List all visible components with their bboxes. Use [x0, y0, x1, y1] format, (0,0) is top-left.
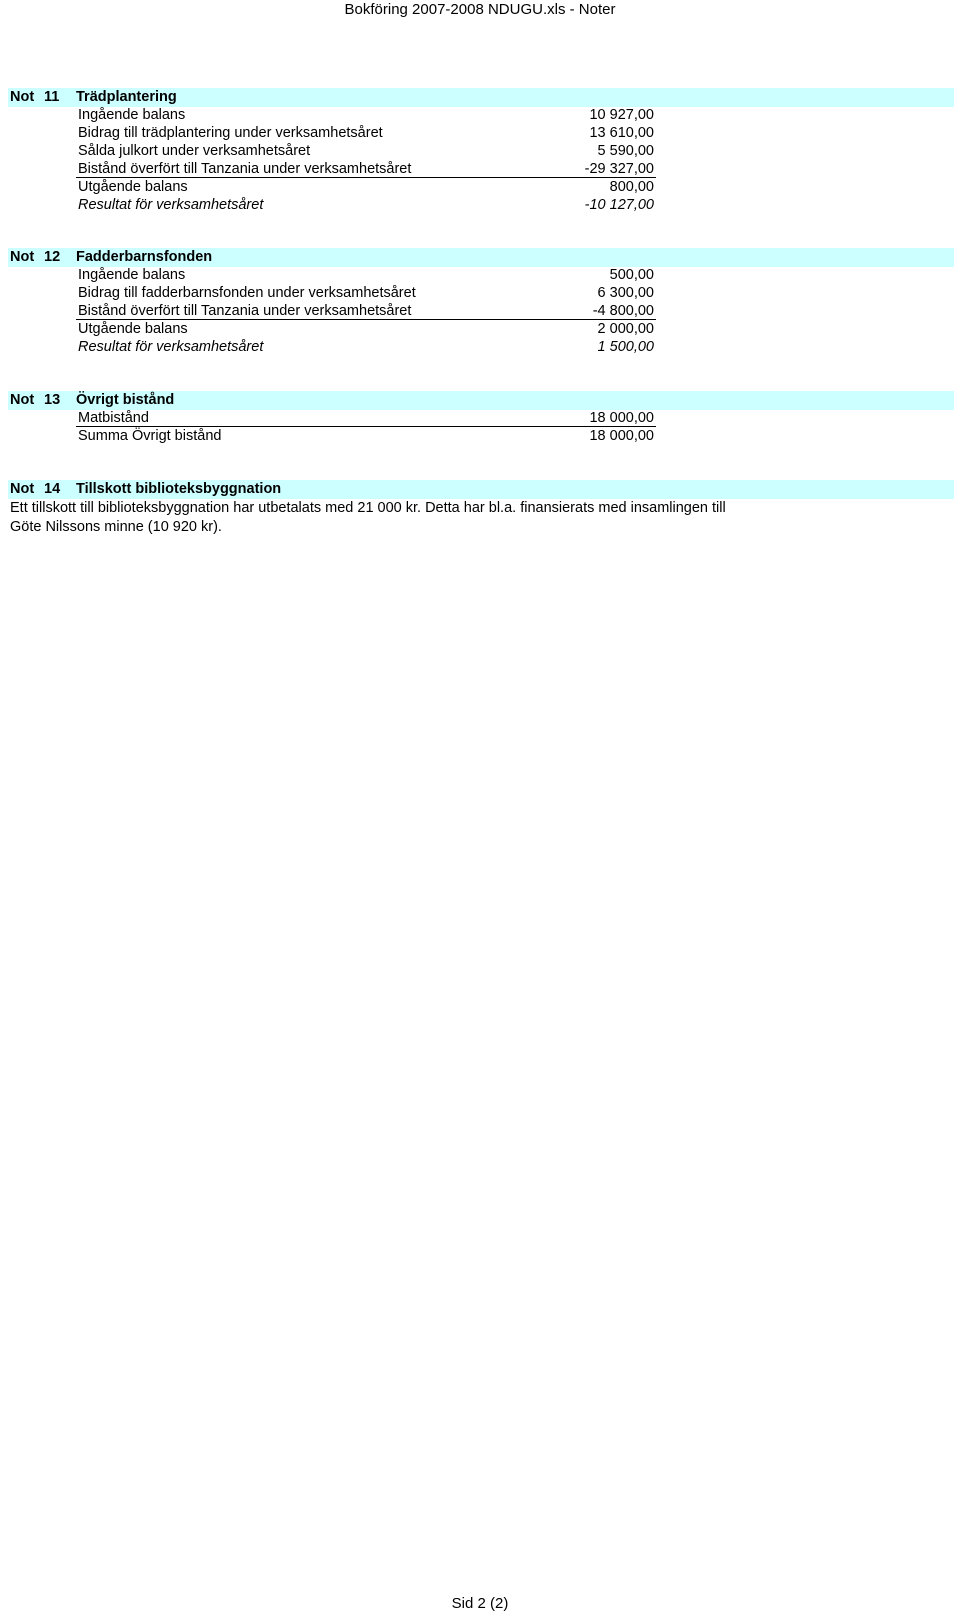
note-number: 11 — [44, 89, 60, 105]
table-row — [76, 106, 656, 124]
note-number: 12 — [44, 249, 61, 265]
row-label: Bidrag till fadderbarnsfonden under verksamhetsåret — [78, 285, 416, 301]
row-amount: 800,00 — [609, 179, 654, 195]
note-title: Fadderbarnsfonden — [76, 249, 213, 265]
table-row — [76, 320, 656, 338]
row-label: Resultat för verksamhetsåret — [78, 197, 264, 213]
row-amount: 10 927,00 — [589, 107, 654, 123]
row-amount: -10 127,00 — [584, 197, 654, 213]
row-label: Matbistånd — [78, 410, 149, 426]
note-heading — [8, 88, 954, 107]
note-label: Not — [10, 89, 35, 105]
row-label: Utgående balans — [78, 179, 188, 195]
row-amount: 5 590,00 — [597, 143, 654, 159]
page-header: Bokföring 2007-2008 NDUGU.xls - Noter — [344, 1, 616, 18]
table-row — [76, 196, 656, 214]
note-label: Not — [10, 481, 35, 497]
row-label: Summa Övrigt bistånd — [78, 428, 222, 444]
table-row — [76, 427, 656, 445]
table-row — [76, 124, 656, 142]
row-label: Sålda julkort under verksamhetsåret — [78, 143, 311, 159]
row-amount: 18 000,00 — [589, 428, 654, 444]
note-title: Trädplantering — [76, 89, 177, 105]
table-row — [76, 178, 656, 196]
row-amount: 1 500,00 — [597, 339, 654, 355]
row-amount: 18 000,00 — [589, 410, 654, 426]
note-text-line: Ett tillskott till biblioteksbyggnation har utbetalats med 21 000 kr. Detta har bl.a. finansierats med insamlingen till — [10, 500, 726, 516]
note-number: 14 — [44, 481, 61, 497]
row-amount: 13 610,00 — [589, 125, 654, 141]
row-label: Bistånd överfört till Tanzania under verksamhetsåret — [78, 303, 412, 319]
page-number: Sid 2 (2) — [451, 1595, 509, 1612]
table-row — [76, 302, 656, 320]
table-row — [76, 284, 656, 302]
row-amount: 6 300,00 — [597, 285, 654, 301]
row-label: Utgående balans — [78, 321, 188, 337]
row-amount: 500,00 — [609, 267, 654, 283]
row-label: Resultat för verksamhetsåret — [78, 339, 264, 355]
note-heading — [8, 480, 954, 499]
note-number: 13 — [44, 392, 61, 408]
row-label: Ingående balans — [78, 107, 186, 123]
table-row — [76, 409, 656, 427]
note-title: Övrigt bistånd — [76, 392, 175, 408]
note-text-line: Göte Nilssons minne (10 920 kr). — [10, 519, 222, 535]
table-row — [76, 160, 656, 178]
note-label: Not — [10, 392, 35, 408]
note-heading — [8, 391, 954, 410]
note-heading — [8, 248, 954, 267]
table-row — [76, 142, 656, 160]
row-amount: -4 800,00 — [592, 303, 654, 319]
table-row — [76, 338, 656, 356]
row-label: Bidrag till trädplantering under verksamhetsåret — [78, 125, 383, 141]
row-amount: 2 000,00 — [597, 321, 654, 337]
row-label: Bistånd överfört till Tanzania under verksamhetsåret — [78, 161, 412, 177]
table-row — [76, 266, 656, 284]
note-title: Tillskott biblioteksbyggnation — [76, 481, 282, 497]
row-amount: -29 327,00 — [584, 161, 654, 177]
row-label: Ingående balans — [78, 267, 186, 283]
note-label: Not — [10, 249, 35, 265]
